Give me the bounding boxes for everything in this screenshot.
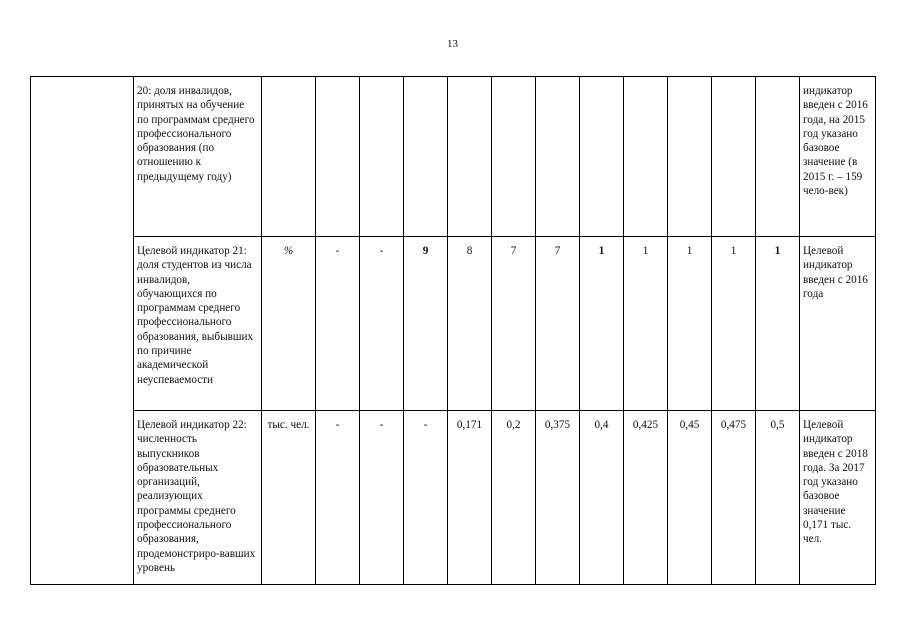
table-row bbox=[31, 411, 876, 585]
value-cell: 0,171 bbox=[448, 411, 492, 585]
value-cell: 1 bbox=[756, 237, 800, 411]
value-cell: 0,2 bbox=[492, 411, 536, 585]
section-cell bbox=[31, 77, 134, 585]
indicator-unit bbox=[262, 77, 316, 237]
indicator-name: Целевой индикатор 21: доля студентов из числа инвалидов, обучающихся по программам среднего профессионального образования, выбывших по причине академической неуспеваемости bbox=[134, 237, 262, 411]
value-cell: 1 bbox=[668, 237, 712, 411]
value-cell: 0,5 bbox=[756, 411, 800, 585]
value-cell: - bbox=[360, 411, 404, 585]
value-cell: 7 bbox=[492, 237, 536, 411]
indicator-unit: % bbox=[262, 237, 316, 411]
indicator-unit: тыс. чел. bbox=[262, 411, 316, 585]
value-cell bbox=[624, 77, 668, 237]
value-cell: 0,45 bbox=[668, 411, 712, 585]
value-cell: - bbox=[404, 411, 448, 585]
value-cell bbox=[712, 77, 756, 237]
value-cell: 0,425 bbox=[624, 411, 668, 585]
indicator-name: Целевой индикатор 22: численность выпускников образовательных организаций, реализующих программы среднего профессионального образования, продемонстриро-вавших уровень bbox=[134, 411, 262, 585]
indicators-table bbox=[30, 76, 876, 585]
value-cell bbox=[536, 77, 580, 237]
value-cell bbox=[580, 77, 624, 237]
value-cell bbox=[492, 77, 536, 237]
value-cell: 1 bbox=[712, 237, 756, 411]
value-cell: 1 bbox=[580, 237, 624, 411]
indicator-note: Целевой индикатор введен с 2016 года bbox=[800, 237, 876, 411]
page-number: 13 bbox=[447, 38, 458, 50]
value-cell: 1 bbox=[624, 237, 668, 411]
indicator-name: 20: доля инвалидов, принятых на обучение по программам среднего профессионального образования (по отношению к предыдущему году) bbox=[134, 77, 262, 237]
value-cell: 8 bbox=[448, 237, 492, 411]
table-row bbox=[31, 237, 876, 411]
value-cell bbox=[668, 77, 712, 237]
value-cell: - bbox=[360, 237, 404, 411]
value-cell: 0,375 bbox=[536, 411, 580, 585]
value-cell bbox=[316, 77, 360, 237]
value-cell bbox=[404, 77, 448, 237]
value-cell: 0,4 bbox=[580, 411, 624, 585]
value-cell bbox=[756, 77, 800, 237]
value-cell: 9 bbox=[404, 237, 448, 411]
indicator-note: индикатор введен с 2016 года, на 2015 год указано базовое значение (в 2015 г. – 159 чело-век) bbox=[800, 77, 876, 237]
value-cell bbox=[448, 77, 492, 237]
value-cell: 7 bbox=[536, 237, 580, 411]
value-cell bbox=[360, 77, 404, 237]
table-row bbox=[31, 77, 876, 237]
value-cell: - bbox=[316, 237, 360, 411]
value-cell: 0,475 bbox=[712, 411, 756, 585]
value-cell: - bbox=[316, 411, 360, 585]
indicator-note: Целевой индикатор введен с 2018 года. За 2017 год указано базовое значение 0,171 тыс. чел. bbox=[800, 411, 876, 585]
